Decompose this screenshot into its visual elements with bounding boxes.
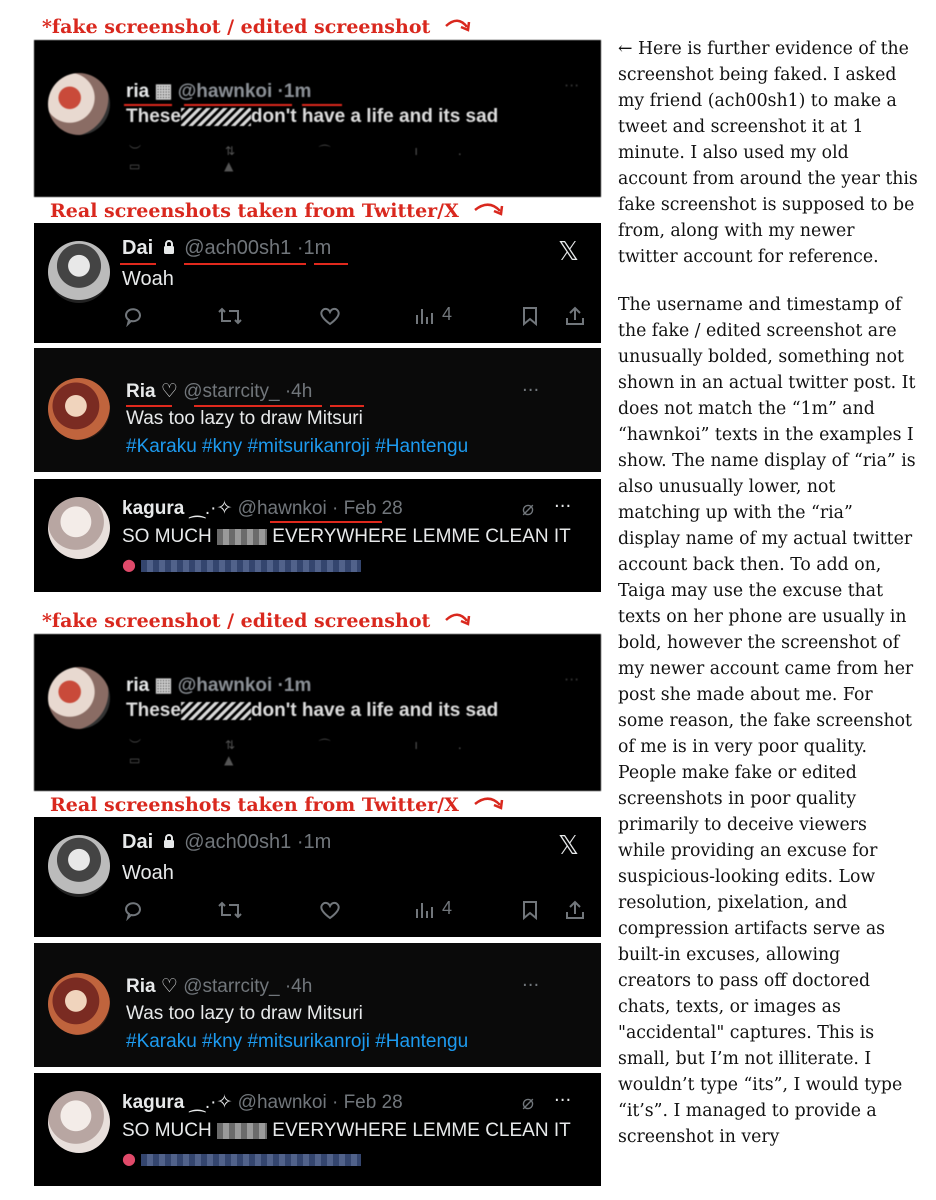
handle-link[interactable]: @hawnkoi (237, 1092, 327, 1113)
tongue-emoji-icon: ● (122, 1149, 136, 1168)
fake-tweet-text: These don't have a life and its sad (126, 106, 499, 127)
real-label: Real screenshots taken from Twitter/X (50, 200, 506, 223)
curved-arrow-icon (472, 795, 506, 817)
underline-marker (120, 263, 156, 265)
bookmark-icon[interactable] (520, 899, 540, 925)
fake-tweet-card (34, 40, 601, 197)
retweet-icon[interactable] (217, 305, 243, 331)
real-label: Real screenshots taken from Twitter/X (50, 794, 506, 817)
fake-label: *fake screenshot / edited screenshot (42, 610, 473, 633)
fake-tweet-header: ria ▦ @hawnkoi ·1m (126, 675, 312, 696)
tweet-text: SO MUCH EVERYWHERE LEMME CLEAN IT (122, 1120, 571, 1141)
underline-marker (270, 521, 382, 523)
x-logo-icon[interactable]: 𝕏 (558, 831, 579, 861)
handle-link[interactable]: @hawnkoi (237, 498, 327, 519)
underline-marker (194, 405, 322, 407)
kanji-glyph-icon: ▦ (154, 675, 173, 696)
tweet-emoji-line (122, 555, 361, 574)
share-icon[interactable] (564, 899, 586, 925)
curved-arrow-icon (472, 201, 506, 223)
handle-link[interactable]: @ach00sh1 (184, 237, 292, 259)
fake-tweet-header: ria ▦ @hawnkoi ·1m (126, 81, 312, 102)
ria-tweet-card (34, 348, 601, 472)
grok-icon[interactable]: ⌀ (522, 1090, 535, 1114)
more-icon: ··· (564, 670, 580, 689)
curved-arrow-icon (443, 611, 473, 633)
curved-arrow-icon (443, 17, 473, 39)
tweet-header: Dai @ach00sh1 ·1m (122, 831, 332, 853)
avatar (48, 1091, 110, 1153)
hashtags[interactable]: #Karaku #kny #mitsurikanroji #Hantengu (126, 436, 469, 457)
fake-tweet-text: These don't have a life and its sad (126, 700, 499, 721)
lock-icon (163, 238, 175, 251)
tweet-emoji-line (122, 1149, 361, 1168)
avatar (48, 973, 110, 1035)
tweet-text: SO MUCH EVERYWHERE LEMME CLEAN IT (122, 526, 571, 547)
more-icon[interactable]: ··· (554, 496, 572, 517)
x-logo-icon[interactable]: 𝕏 (558, 237, 579, 267)
avatar (48, 241, 110, 303)
kanji-glyph-icon: ▦ (154, 81, 173, 102)
tweet-header: kagura ⁔.·✧ @hawnkoi · Feb 28 (122, 1092, 403, 1113)
fake-tweet-card (34, 634, 601, 791)
ria-tweet-card (34, 943, 601, 1067)
lock-icon (163, 832, 175, 845)
reply-icon[interactable] (122, 899, 144, 925)
pixelated-link (141, 560, 361, 572)
paragraph: ← Here is further evidence of the screenshot being faked. I asked my friend (ach00sh1) to make a tweet and screenshot it at 1 minute. I also used my old account from around the year this fake screenshot is supposed to be from, along with my newer twitter account for reference. (618, 39, 918, 267)
views-count: 4 (442, 304, 453, 324)
more-icon: ··· (564, 76, 580, 95)
avatar (48, 667, 110, 729)
tweet-actions (122, 305, 592, 331)
avatar (48, 835, 110, 897)
handle-link[interactable]: @starrcity_ (183, 381, 280, 402)
more-icon[interactable]: ··· (554, 1090, 572, 1111)
avatar (48, 73, 110, 135)
tweet-header: kagura ⁔.·✧ @hawnkoi · Feb 28 (122, 498, 403, 519)
handle-link[interactable]: @starrcity_ (183, 976, 280, 997)
tweet-actions-cut: ︶ ⇅ ⌒ ı. ▭ ▲ (129, 144, 502, 173)
share-icon[interactable] (564, 305, 586, 331)
dai-tweet-card (34, 223, 601, 343)
tweet-actions-cut: ︶ ⇅ ⌒ ı. ▭ ▲ (129, 738, 502, 767)
fake-label: *fake screenshot / edited screenshot (42, 16, 473, 39)
pixelated-link (141, 1154, 361, 1166)
views-count: 4 (442, 898, 453, 918)
pixelated-redaction (217, 1123, 267, 1139)
heart-icon: ♡ (160, 976, 178, 997)
avatar (48, 497, 110, 559)
tweet-text: Woah (122, 862, 174, 884)
explanation-text (618, 36, 918, 1150)
retweet-icon[interactable] (217, 899, 243, 925)
redaction-scribble (181, 108, 251, 126)
dai-tweet-card (34, 817, 601, 937)
tweet-header: Ria ♡ @starrcity_ ·4h (126, 976, 313, 997)
handle-link[interactable]: @ach00sh1 (184, 831, 292, 853)
more-icon[interactable]: ··· (522, 975, 540, 996)
like-icon[interactable] (318, 305, 342, 331)
tweet-header: Ria ♡ @starrcity_ ·4h (126, 381, 313, 402)
avatar (48, 378, 110, 440)
grok-icon[interactable]: ⌀ (522, 496, 535, 520)
underline-marker (184, 263, 306, 265)
underline-marker (126, 405, 172, 407)
pixelated-redaction (217, 529, 267, 545)
redaction-scribble (181, 702, 251, 720)
tweet-header: Dai @ach00sh1 ·1m (122, 237, 332, 259)
kagura-tweet-card (34, 479, 601, 592)
heart-icon: ♡ (160, 381, 178, 402)
tongue-emoji-icon: ● (122, 555, 136, 574)
bookmark-icon[interactable] (520, 305, 540, 331)
more-icon[interactable]: ··· (522, 380, 540, 401)
kagura-tweet-card (34, 1073, 601, 1186)
like-icon[interactable] (318, 899, 342, 925)
underline-marker (314, 263, 348, 265)
views-icon[interactable] (414, 899, 434, 925)
tweet-text: Was too lazy to draw Mitsuri (126, 408, 363, 429)
tweet-actions (122, 899, 592, 925)
underline-marker (330, 405, 364, 407)
hashtags[interactable]: #Karaku #kny #mitsurikanroji #Hantengu (126, 1031, 469, 1052)
tweet-text: Was too lazy to draw Mitsuri (126, 1003, 363, 1024)
tweet-text: Woah (122, 268, 174, 290)
views-icon[interactable] (414, 305, 434, 331)
reply-icon[interactable] (122, 305, 144, 331)
paragraph: The username and timestamp of the fake / edited screenshot are unusually bolded, something not shown in an actual twitter post. It does not match the “1m” and “hawnkoi” texts in the examples I show. The name display of “ria” is also unusually lower, not matching up with the “ria” display name of my actual twitter account back then. To add on, Taiga may use the excuse that texts on her phone are usually in bold, however the screenshot of my newer account came from her post she made about me. For some reason, the fake screenshot of me is in very poor quality. People make fake or edited screenshots in poor quality primarily to deceive viewers while providing an excuse for suspicious-looking edits. Low resolution, pixelation, and compression artifacts serve as built-in excuses, allowing creators to pass off doctored chats, texts, or images as "accidental" captures. This is small, but I’m not illiterate. I wouldn’t type “its”, I would type “it’s”. I managed to provide a screenshot in very (618, 295, 916, 1147)
